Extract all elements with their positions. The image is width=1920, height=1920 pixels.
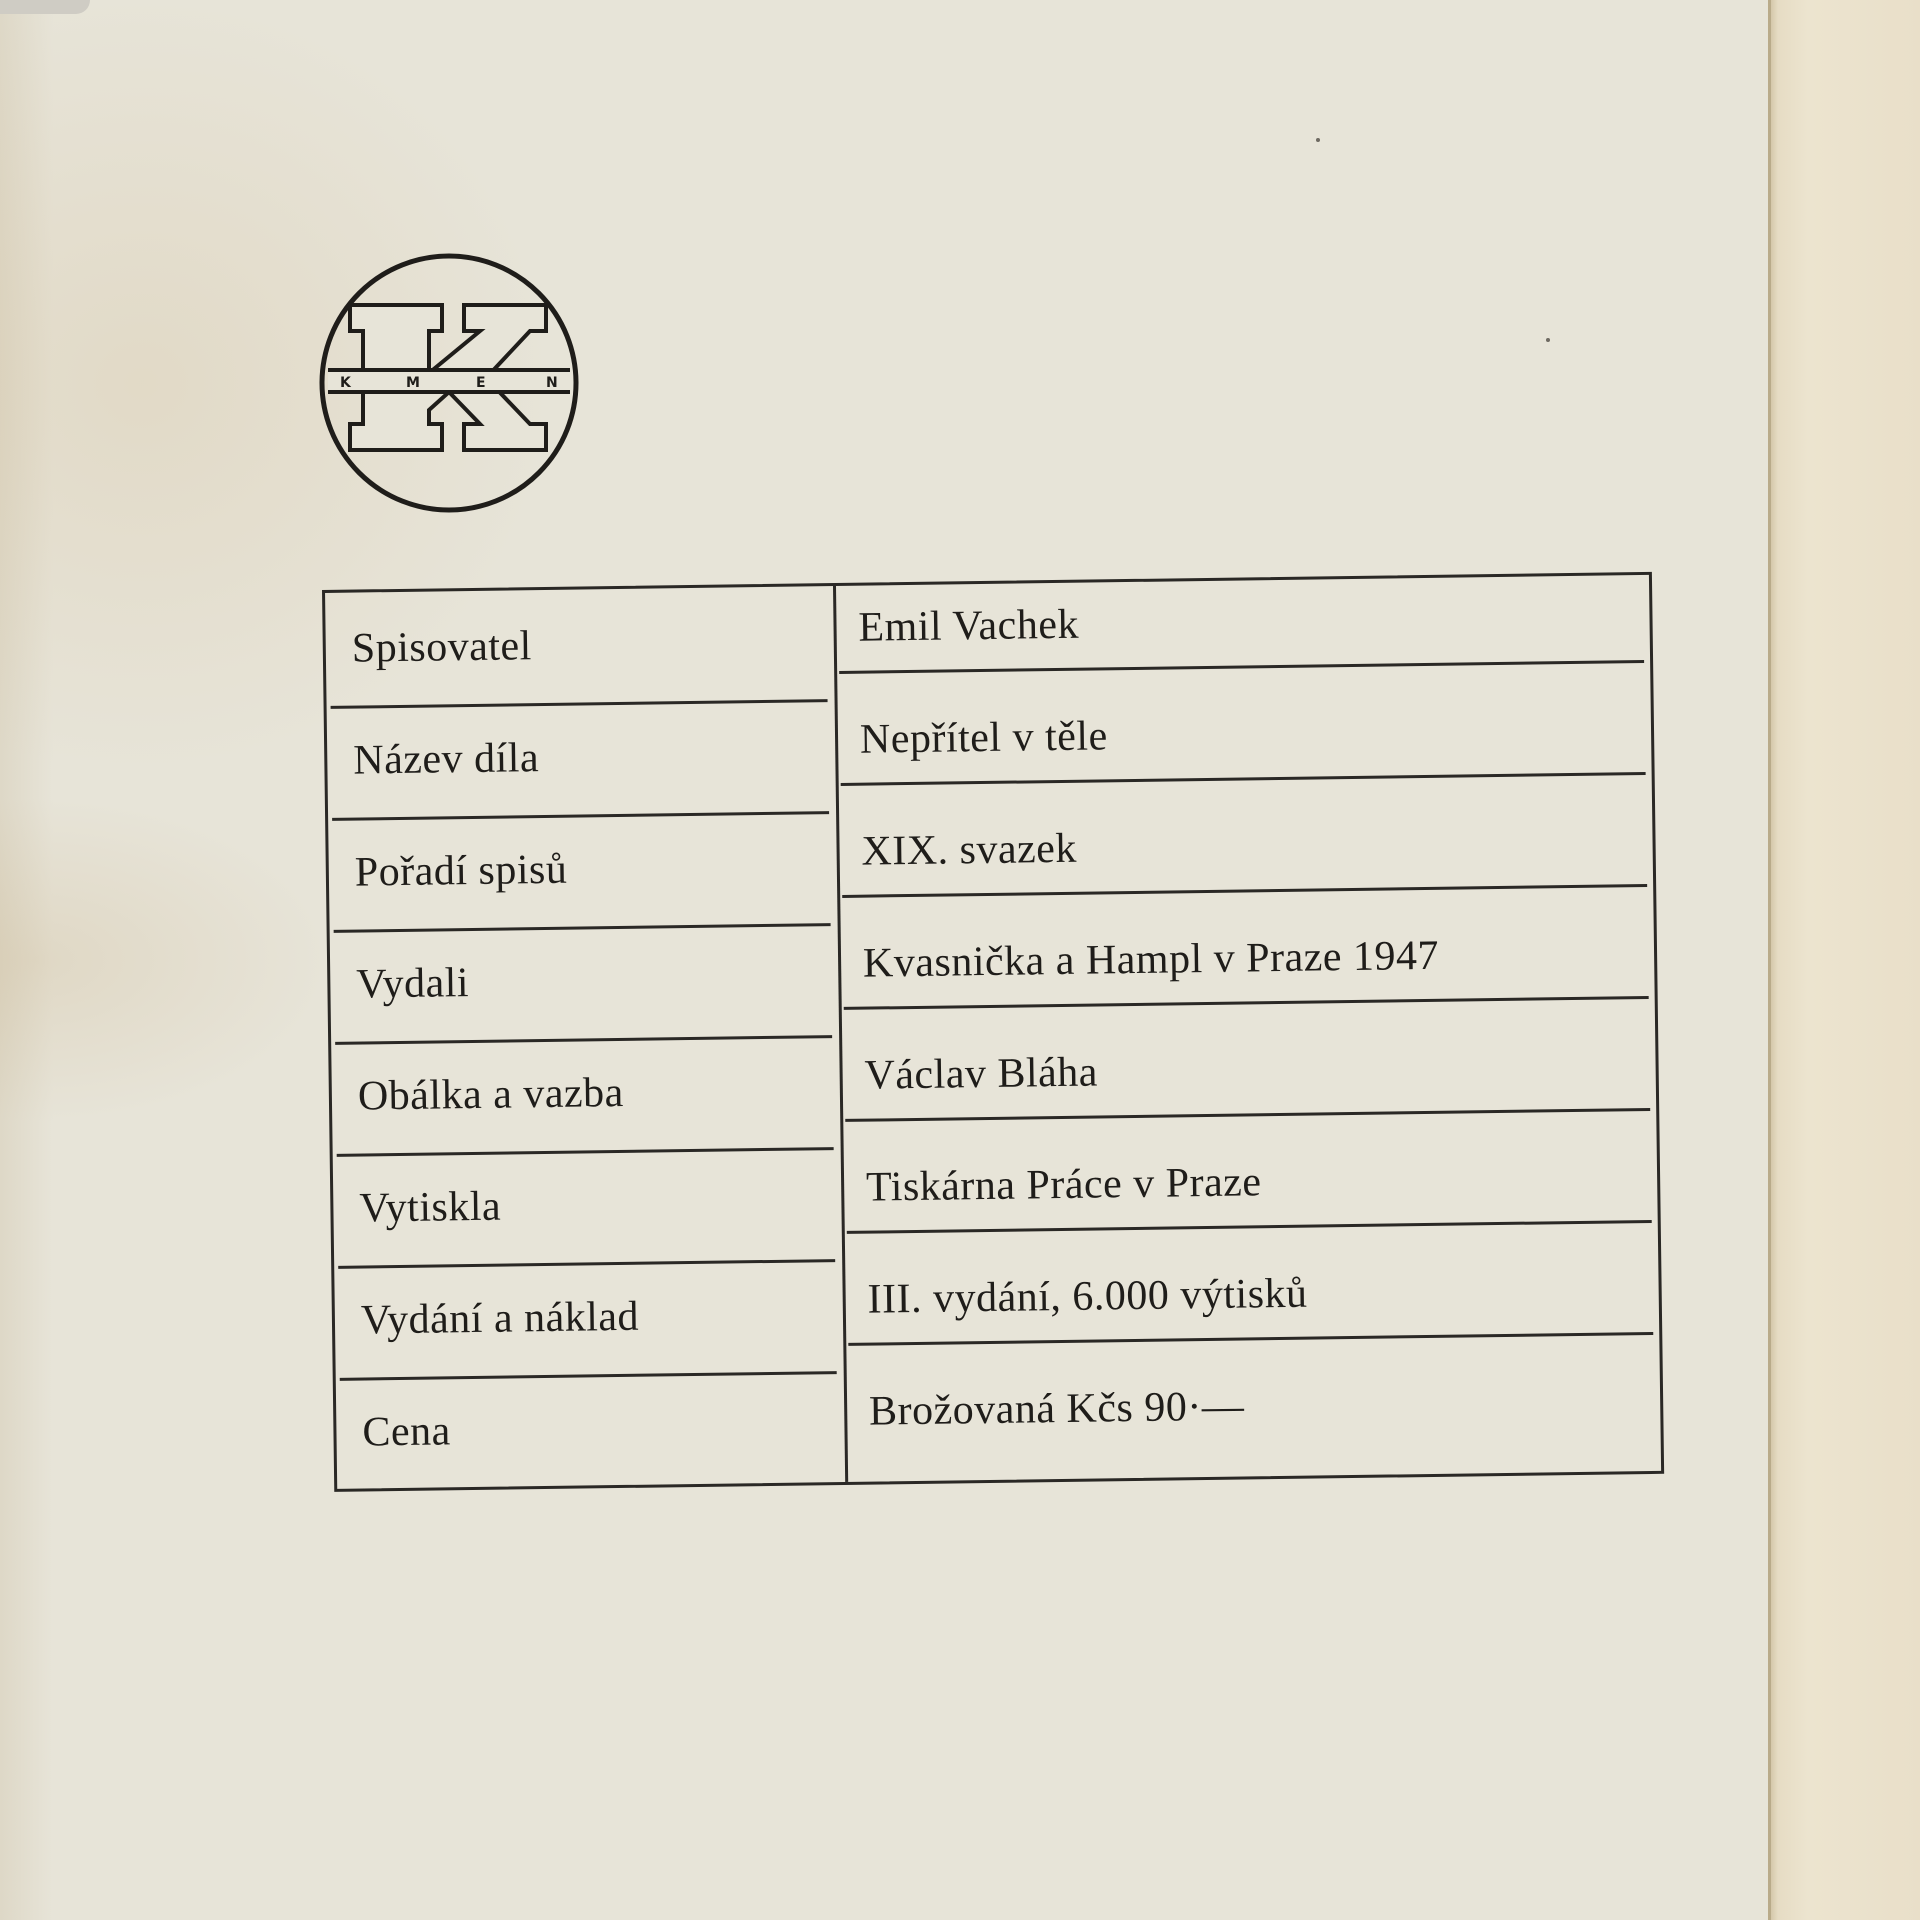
publisher-logo — [318, 252, 580, 514]
row-label: Vydání a náklad — [334, 1258, 842, 1377]
logo-letter-e: E — [476, 375, 486, 391]
logo-letter-n: N — [546, 375, 558, 391]
publisher-logo-emblem — [318, 252, 580, 514]
row-value-text: Kvasnička a Hampl v Praze 1947 — [862, 932, 1440, 987]
row-label: Obálka a vazba — [331, 1034, 839, 1153]
logo-letter-k: K — [340, 375, 351, 391]
table-row-price — [336, 1359, 1661, 1489]
row-value-text: Brožovaná Kčs 90·— — [868, 1383, 1245, 1435]
table-row-series-order — [328, 799, 1653, 929]
row-value — [832, 575, 1651, 698]
paper-speck — [1316, 138, 1320, 142]
row-label: Název díla — [327, 698, 835, 817]
table-row-printer — [333, 1135, 1658, 1265]
top-smudge — [0, 0, 90, 14]
table-row-author — [325, 575, 1650, 705]
page-gutter-line — [1768, 0, 1771, 1920]
row-label: Spisovatel — [325, 586, 833, 705]
row-value — [836, 911, 1655, 1034]
row-label: Pořadí spisů — [328, 810, 836, 929]
row-value — [838, 1023, 1657, 1146]
logo-letter-m: M — [406, 375, 420, 391]
row-value — [839, 1135, 1658, 1258]
row-label: Vydali — [330, 922, 838, 1041]
table-row-publisher — [330, 911, 1655, 1041]
row-value — [841, 1247, 1660, 1370]
row-value-text: Václav Bláha — [864, 1049, 1099, 1099]
row-value-text: XIX. svazek — [861, 825, 1078, 875]
row-value — [843, 1359, 1662, 1482]
row-label: Vytiskla — [333, 1146, 841, 1265]
row-label: Cena — [362, 1408, 452, 1456]
book-edge — [1768, 0, 1920, 1920]
table-row-title — [327, 687, 1652, 817]
row-value-text: III. vydání, 6.000 výtisků — [867, 1270, 1308, 1323]
row-value — [833, 687, 1652, 810]
table-row-edition — [334, 1247, 1659, 1377]
colophon-table — [322, 572, 1664, 1492]
table-row-cover-design — [331, 1023, 1656, 1153]
row-value-text: Emil Vachek — [858, 601, 1080, 651]
row-value — [835, 799, 1654, 922]
row-value-text: Nepřítel v těle — [859, 713, 1108, 763]
row-value-text: Tiskárna Práce v Praze — [865, 1159, 1262, 1211]
paper-speck — [1546, 338, 1550, 342]
